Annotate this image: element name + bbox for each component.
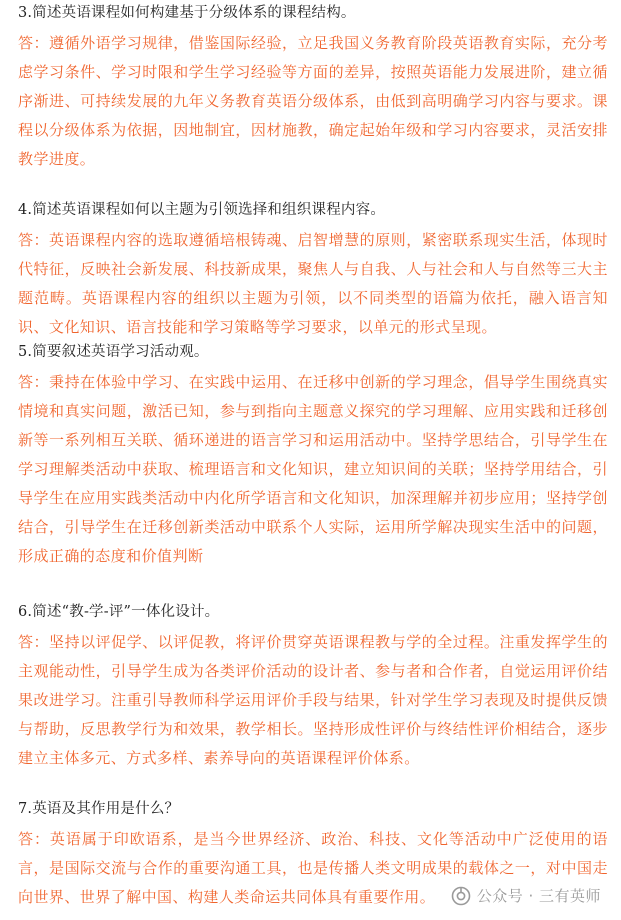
answer-5: 答：秉持在体验中学习、在实践中运用、在迁移中创新的学习理念，倡导学生围绕真实情境和真实问题，激活已知，参与到指向主题意义探究的学习理解、应用实践和迁移创新等一系列相互关联、循环递进的语言学习和运用活动中。坚持学思结合，引导学生在学习理解类活动中获取、梳理语言和文化知识，建立知识间的关联；坚持学用结合，引导学生在应用实践类活动中内化所学语言和文化知识，加深理解并初步应用；坚持学创结合，引导学生在迁移创新类活动中联系个人实际，运用所学解决现实生活中的问题，形成正确的态度和价值判断	[18, 373, 608, 565]
answer-4: 答：英语课程内容的选取遵循培根铸魂、启智增慧的原则，紧密联系现实生活，体现时代特征，反映社会新发展、科技新成果，聚焦人与自我、人与社会和人与自然等三大主题范畴。英语课程内容的组织以主题为引领，以不同类型的语篇为依托，融入语言知识、文化知识、语言技能和学习策略等学习要求，以单元的形式呈现。	[18, 231, 608, 336]
answer-3: 答：遵循外语学习规律，借鉴国际经验，立足我国义务教育阶段英语教育实际，充分考虑学习条件、学习时限和学生学习经验等方面的差异，按照英语能力发展进阶，建立循序渐进、可持续发展的九年义务教育英语分级体系，由低到高明确学习内容与要求。课程以分级体系为依据，因地制宜，因材施教，确定起始年级和学习内容要求，灵活安排教学进度。	[18, 34, 608, 168]
qa-item-6	[18, 601, 608, 773]
qa-item-3	[18, 2, 608, 174]
qa-item-5	[18, 341, 608, 571]
wechat-official-account-icon	[451, 886, 471, 906]
question-4: 4.简述英语课程如何以主题为引领选择和组织课程内容。	[18, 202, 386, 218]
qa-item-4	[18, 199, 608, 342]
answer-6: 答：坚持以评促学、以评促教，将评价贯穿英语课程教与学的全过程。注重发挥学生的主观能动性，引导学生成为各类评价活动的设计者、参与者和合作者，自觉运用评价结果改进学习。注重引导教师科学运用评价手段与结果，针对学生学习表现及时提供反馈与帮助，反思教学行为和效果，教学相长。坚持形成性评价与终结性评价相结合，逐步建立主体多元、方式多样、素养导向的英语课程评价体系。	[18, 633, 608, 767]
question-6: 6.简述“教-学-评”一体化设计。	[18, 604, 220, 620]
question-7: 7.英语及其作用是什么？	[18, 801, 180, 817]
watermark	[447, 883, 605, 908]
watermark-text: 公众号 · 三有英师	[476, 887, 601, 905]
answer-7: 答：英语属于印欧语系，是当今世界经济、政治、科技、文化等活动中广泛使用的语言，是国际交流与合作的重要沟通工具，也是传播人类文明成果的载体之一，对中国走向世界、世界了解中国、构建人类命运共同体具有重要作用。	[18, 830, 608, 906]
question-5: 5.简要叙述英语学习活动观。	[18, 344, 209, 360]
question-3: 3.简述英语课程如何构建基于分级体系的课程结构。	[18, 5, 356, 21]
